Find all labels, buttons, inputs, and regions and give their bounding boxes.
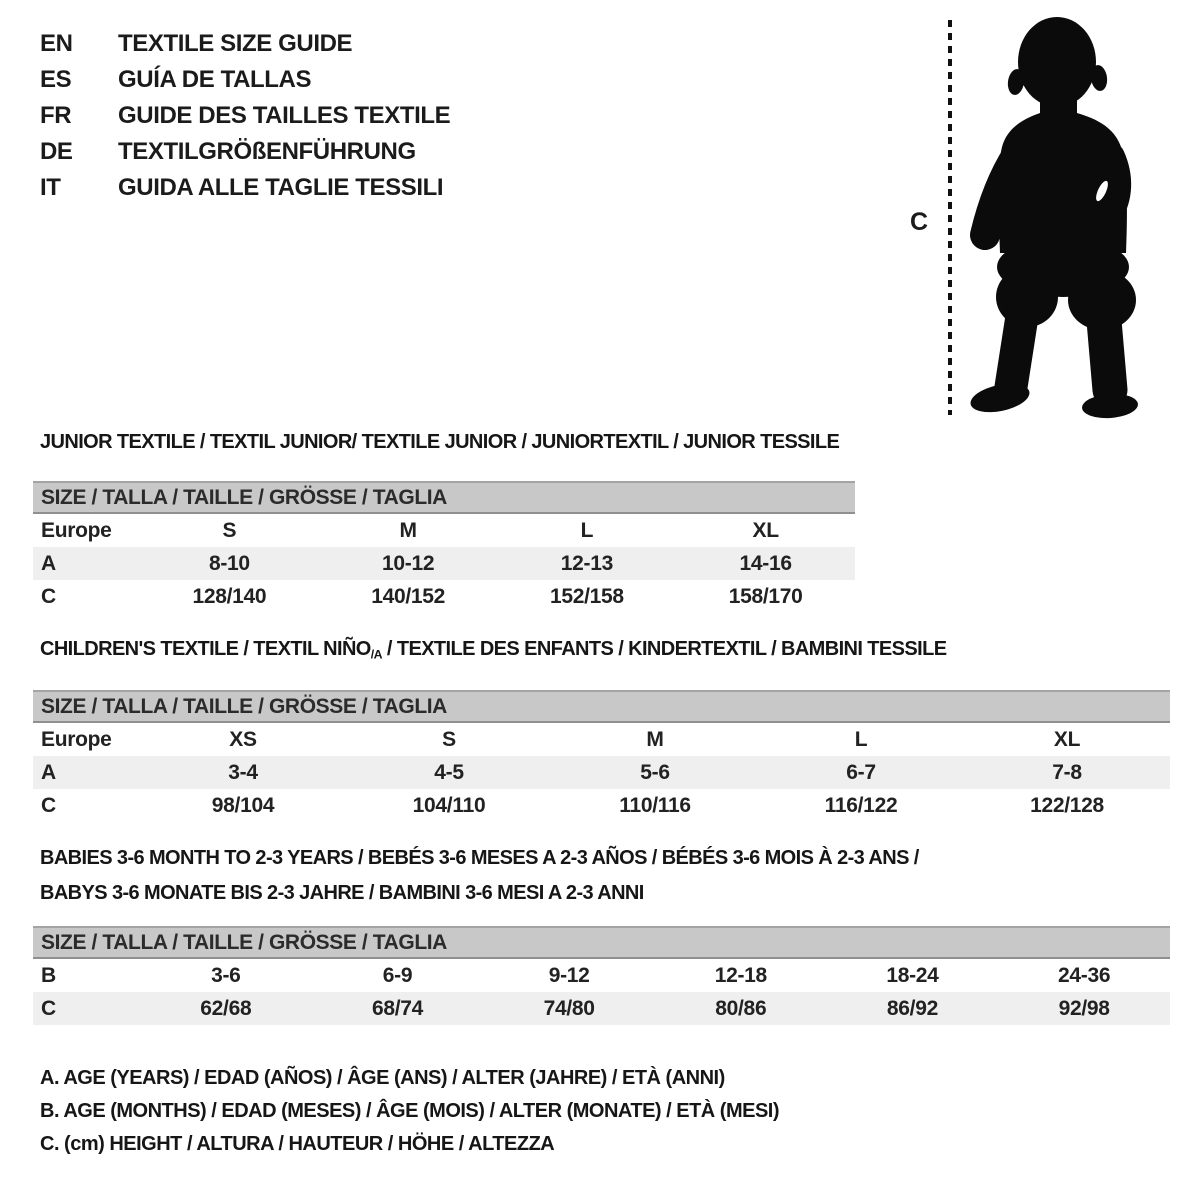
value-cell: 12-18 [714,963,767,987]
value-cell: 7-8 [1052,760,1082,784]
language-code: IT [40,174,61,201]
language-title: GUIDE DES TAILLES TEXTILE [118,102,451,129]
value-cell: 92/98 [1058,996,1110,1020]
value-cell: 6-7 [846,760,876,784]
row-label-cell: A [41,760,56,784]
value-cell: 98/104 [211,793,275,817]
babies-size-table [33,926,1170,1025]
language-row-es [40,62,450,98]
size-header-cell: XL [1053,727,1081,751]
legend-line-a: A. AGE (YEARS) / EDAD (AÑOS) / ÂGE (ANS) / ALTER (JAHRE) / ETÀ (ANNI) [40,1067,725,1089]
language-row-it [40,170,450,206]
row-label-cell: C [41,793,56,817]
size-header-cell: M [646,727,664,751]
size-header-cell: M [399,518,417,542]
value-cell: 14-16 [739,551,792,575]
table-header-row [33,723,1170,756]
value-cell: 110/116 [619,793,691,817]
value-cell: 4-5 [434,760,464,784]
value-cell: 62/68 [200,996,252,1020]
junior-size-table [33,481,855,613]
junior-section-heading: JUNIOR TEXTILE / TEXTIL JUNIOR/ TEXTILE JUNIOR / JUNIORTEXTIL / JUNIOR TESSILE [40,431,840,453]
language-list [40,26,450,206]
value-cell: 140/152 [371,584,446,608]
region-header-cell: Europe [41,518,112,542]
language-row-fr [40,98,450,134]
table-row-height [33,992,1170,1025]
language-code: DE [40,138,73,165]
size-header-cell: S [442,727,456,751]
size-header-cell: XS [229,727,257,751]
babies-heading-line2: BABYS 3-6 MONATE BIS 2-3 JAHRE / BAMBINI 3-6 MESI A 2-3 ANNI [40,882,644,904]
language-code: FR [40,102,72,129]
size-header-bar: SIZE / TALLA / TAILLE / GRÖSSE / TAGLIA [33,481,855,514]
language-code: ES [40,66,72,93]
legend-line-b: B. AGE (MONTHS) / EDAD (MESES) / ÂGE (MOIS) / ALTER (MONATE) / ETÀ (MESI) [40,1100,780,1122]
size-header-cell: S [222,518,237,542]
children-section-heading: CHILDREN'S TEXTILE / TEXTIL $NIÑO_{/A}$ / TEXTILE DES ENFANTS / KINDERTEXTIL / BAMBINI TESSILE [40,638,947,662]
language-title: GUÍA DE TALLAS [118,66,312,93]
size-header-cell: L [580,518,594,542]
value-cell: 18-24 [886,963,939,987]
row-label-cell: A [41,551,56,575]
table-row-height [33,789,1170,822]
size-header-bar: SIZE / TALLA / TAILLE / GRÖSSE / TAGLIA [33,926,1170,959]
region-header-cell: Europe [41,727,112,751]
value-cell: 122/128 [1030,793,1104,817]
language-row-en [40,26,450,62]
size-header-cell: L [854,727,868,751]
language-code: EN [40,30,73,57]
value-cell: 86/92 [886,996,938,1020]
heading-subscript: /A [370,647,382,662]
value-cell: 12-13 [560,551,613,575]
value-cell: 128/140 [192,584,267,608]
height-measure-label: C [910,208,929,236]
language-row-de [40,134,450,170]
table-row-age [33,547,855,580]
value-cell: 10-12 [382,551,435,575]
value-cell: 24-36 [1058,963,1111,987]
value-cell: 9-12 [548,963,590,987]
row-label-cell: C [41,996,56,1020]
table-row-height [33,580,855,613]
value-cell: 3-6 [211,963,241,987]
value-cell: 116/122 [824,793,898,817]
value-cell: 8-10 [208,551,250,575]
value-cell: 80/86 [715,996,767,1020]
value-cell: 74/80 [543,996,595,1020]
value-cell: 3-4 [228,760,258,784]
toddler-silhouette-icon [905,15,1150,425]
value-cell: 152/158 [549,584,624,608]
language-title: TEXTILE SIZE GUIDE [118,30,353,57]
row-label-cell: B [41,963,56,987]
size-header-cell: XL [752,518,779,542]
language-title: GUIDA ALLE TAGLIE TESSILI [118,174,444,201]
row-label-cell: C [41,584,56,608]
value-cell: 158/170 [728,584,803,608]
value-cell: 104/110 [412,793,486,817]
babies-section-heading [40,841,919,911]
table-row-age [33,756,1170,789]
value-cell: 6-9 [382,963,413,987]
table-header-row [33,514,855,547]
children-size-table [33,690,1170,822]
babies-heading-line1: BABIES 3-6 MONTH TO 2-3 YEARS / BEBÉS 3-6 MESES A 2-3 AÑOS / BÉBÉS 3-6 MOIS À 2-3 ANS / [40,847,919,869]
legend-line-c: C. (cm) HEIGHT / ALTURA / HAUTEUR / HÖHE / ALTEZZA [40,1133,555,1155]
value-cell: 68/74 [371,996,424,1020]
size-header-bar: SIZE / TALLA / TAILLE / GRÖSSE / TAGLIA [33,690,1170,723]
table-row-age-months [33,959,1170,992]
value-cell: 5-6 [640,760,670,784]
language-title: TEXTILGRÖßENFÜHRUNG [118,138,416,165]
measurement-legend [40,1062,779,1161]
